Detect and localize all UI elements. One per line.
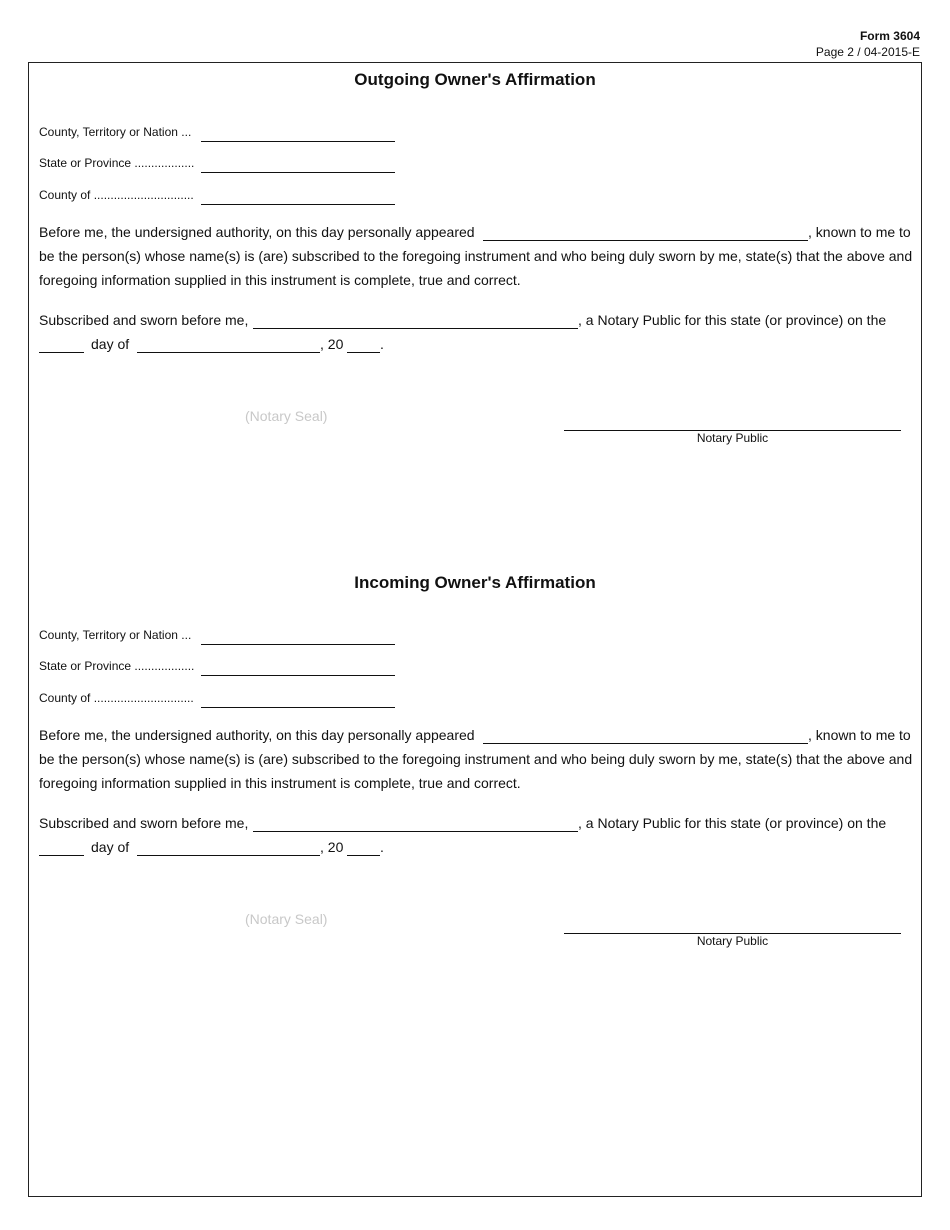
body-line-3: foregoing information supplied in this instrument is complete, true and correct.: [39, 775, 521, 791]
known-to-me-text: , known to me to: [808, 727, 911, 743]
county-of-field[interactable]: [201, 204, 395, 205]
body-line-2: be the person(s) whose name(s) is (are) subscribed to the foregoing instrument and who being duly sworn by me, state(s) that the above and: [39, 751, 913, 767]
body-line-3: foregoing information supplied in this instrument is complete, true and correct.: [39, 272, 521, 288]
before-me-text: Before me, the undersigned authority, on this day personally appeared: [39, 224, 475, 240]
county-territory-label: County, Territory or Nation ...: [39, 628, 192, 642]
day-of-text: day of: [91, 839, 130, 855]
outgoing-owner-section: [29, 63, 921, 543]
year-prefix-text: , 20: [320, 336, 344, 352]
section-title: Outgoing Owner's Affirmation: [354, 70, 596, 89]
month-field[interactable]: [137, 855, 320, 856]
notary-name-field[interactable]: [253, 328, 578, 329]
form-number: Form 3604: [859, 29, 920, 43]
month-field[interactable]: [137, 352, 320, 353]
before-me-text: Before me, the undersigned authority, on this day personally appeared: [39, 727, 475, 743]
day-of-text: day of: [91, 336, 130, 352]
year-field[interactable]: [347, 855, 380, 856]
subscribed-text: Subscribed and sworn before me,: [39, 815, 249, 831]
county-of-label: County of ..............................: [39, 188, 194, 202]
form-frame: [28, 62, 922, 1197]
period-text: .: [380, 336, 384, 352]
county-territory-field[interactable]: [201, 644, 395, 645]
notary-for-state-text: , a Notary Public for this state (or province) on the: [578, 312, 887, 328]
notary-name-field[interactable]: [253, 831, 578, 832]
notary-seal-placeholder: (Notary Seal): [245, 911, 328, 927]
appeared-name-field[interactable]: [483, 743, 808, 744]
appeared-name-field[interactable]: [483, 240, 808, 241]
state-province-label: State or Province ..................: [39, 156, 195, 170]
period-text: .: [380, 839, 384, 855]
year-prefix-text: , 20: [320, 839, 344, 855]
notary-seal-placeholder: (Notary Seal): [245, 408, 328, 424]
state-province-field[interactable]: [201, 172, 395, 173]
page-info: Page 2 / 04-2015-E: [815, 45, 920, 59]
notary-public-label: Notary Public: [696, 934, 769, 948]
known-to-me-text: , known to me to: [808, 224, 911, 240]
county-territory-field[interactable]: [201, 141, 395, 142]
day-field[interactable]: [39, 352, 84, 353]
section-title: Incoming Owner's Affirmation: [354, 573, 596, 592]
county-of-label: County of ..............................: [39, 691, 194, 705]
subscribed-text: Subscribed and sworn before me,: [39, 312, 249, 328]
day-field[interactable]: [39, 855, 84, 856]
notary-for-state-text: , a Notary Public for this state (or province) on the: [578, 815, 887, 831]
state-province-field[interactable]: [201, 675, 395, 676]
county-territory-label: County, Territory or Nation ...: [39, 125, 192, 139]
notary-public-label: Notary Public: [696, 431, 769, 445]
body-line-2: be the person(s) whose name(s) is (are) subscribed to the foregoing instrument and who being duly sworn by me, state(s) that the above and: [39, 248, 913, 264]
state-province-label: State or Province ..................: [39, 659, 195, 673]
incoming-owner-section: [29, 566, 921, 1046]
county-of-field[interactable]: [201, 707, 395, 708]
form-header: [816, 28, 920, 60]
year-field[interactable]: [347, 352, 380, 353]
